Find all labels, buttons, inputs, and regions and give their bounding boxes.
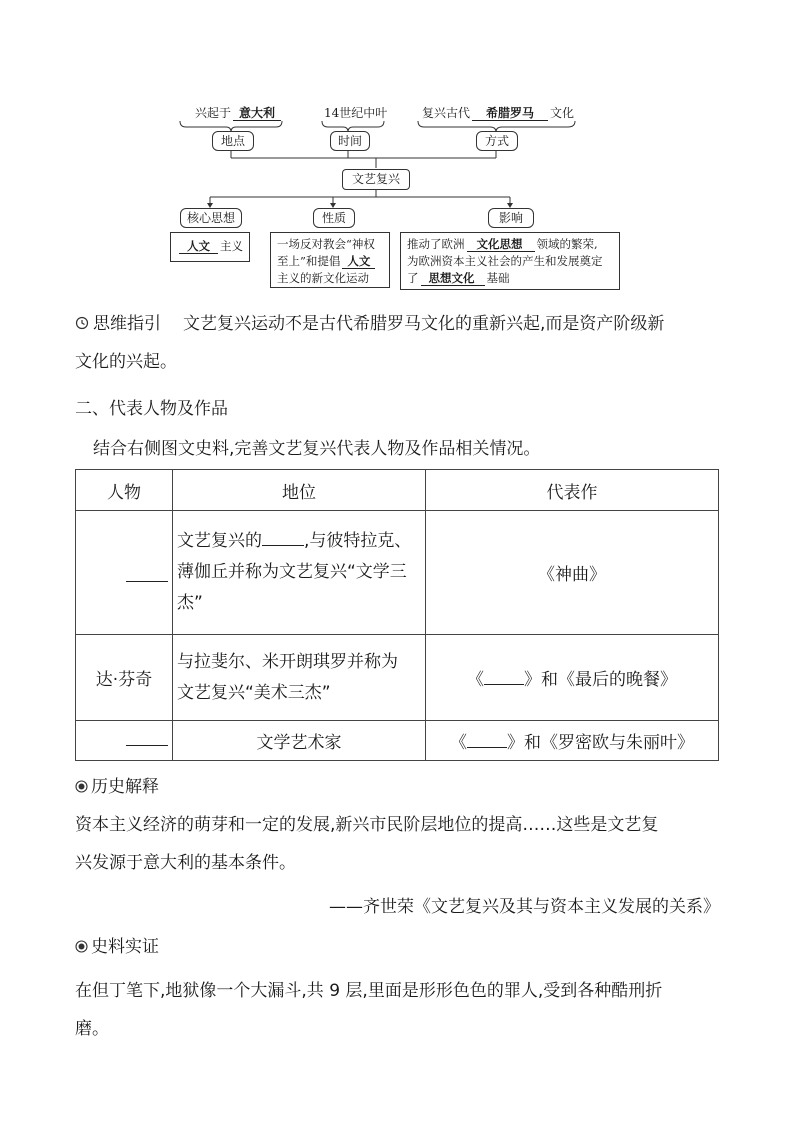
evidence-label: 史料实证 [91, 937, 159, 957]
nature-line2 [277, 253, 383, 270]
thinking-tip [75, 305, 720, 381]
row2-work-blank [484, 670, 524, 685]
place-prefix: 兴起于 [195, 106, 232, 120]
row1-status [173, 511, 426, 635]
row3-person-blank [126, 731, 168, 746]
renaissance-center-box: 文艺复兴 [342, 169, 410, 190]
nature-line3: 主义的新文化运动 [277, 271, 369, 285]
history-source: ——齐世荣《文艺复兴及其与资本主义发展的关系》 [329, 897, 720, 917]
method-suffix: 文化 [550, 106, 575, 120]
influence-label-box: 影响 [488, 208, 534, 228]
row1-work: 《神曲》 [426, 511, 719, 635]
header-status: 地位 [173, 470, 426, 511]
table-header-row [76, 470, 719, 511]
nature-answer: 人文 [342, 255, 375, 269]
core-answer: 人文 [179, 240, 218, 254]
tip-text-line1: 文艺复兴运动不是古代希腊罗马文化的重新兴起,而是资产阶级新 [183, 314, 665, 334]
influence-line2: 为欧洲资本主义社会的产生和发展奠定 [407, 254, 603, 268]
place-text [195, 104, 283, 121]
row3-person [76, 721, 173, 761]
influence-line3-prefix: 了 [407, 271, 419, 285]
tip-label: 思维指引 [93, 314, 161, 334]
row1-person [76, 511, 173, 635]
place-label-box: 地点 [212, 131, 254, 151]
influence-line3-suffix: 基础 [486, 271, 510, 285]
time-label-box: 时间 [330, 131, 370, 151]
row1-status-line3: 杰” [177, 593, 203, 613]
target-bullet-icon [75, 940, 88, 953]
history-line1: 资本主义经济的萌芽和一定的发展,新兴市民阶层地位的提高……这些是文艺复 [75, 815, 659, 835]
influence-line1 [407, 236, 613, 253]
row2-work-prefix: 《 [467, 670, 484, 690]
row3-work-suffix: 》和《罗密欧与朱丽叶》 [507, 733, 694, 753]
row2-status-line1: 与拉斐尔、米开朗琪罗并称为 [177, 651, 398, 672]
row3-status: 文学艺术家 [173, 721, 426, 761]
history-line2: 兴发源于意大利的基本条件。 [75, 853, 296, 873]
nature-line1: 一场反对教会“神权 [277, 237, 375, 251]
row2-work-suffix: 》和《最后的晚餐》 [524, 670, 677, 690]
row3-work [426, 721, 719, 761]
evidence-text [75, 972, 720, 1048]
renaissance-concept-diagram [0, 0, 794, 300]
evidence-line2: 磨。 [75, 1019, 109, 1039]
method-label-box: 方式 [476, 131, 518, 151]
method-prefix: 复兴古代 [422, 106, 471, 120]
core-idea-label-box: 核心思想 [180, 208, 242, 228]
time-text: 14世纪中叶 [324, 106, 388, 120]
method-answer: 希腊罗马 [472, 106, 548, 121]
table-row [76, 635, 719, 721]
target-bullet-icon [75, 780, 88, 793]
nature-line2-prefix: 至上”和提倡 [277, 254, 341, 268]
representative-figures-table [75, 469, 719, 761]
row1-person-blank [126, 567, 168, 582]
tip-line1 [75, 305, 720, 343]
nature-panel [270, 232, 390, 288]
table-row [76, 511, 719, 635]
core-idea-panel [170, 232, 250, 262]
place-answer: 意大利 [233, 106, 281, 121]
row1-status-suffix: ,与彼特拉克、 [304, 531, 412, 551]
row2-work [426, 635, 719, 721]
row1-status-prefix: 文艺复兴的 [177, 531, 262, 551]
row2-person: 达·芬奇 [76, 635, 173, 721]
row2-status [173, 635, 426, 721]
section2-title: 二、代表人物及作品 [75, 399, 228, 419]
clock-icon [75, 316, 89, 330]
influence-line3 [407, 270, 613, 287]
history-label: 历史解释 [91, 777, 159, 797]
header-person: 人物 [76, 470, 173, 511]
influence-answer2: 思想文化 [421, 272, 485, 286]
row3-work-blank [467, 733, 507, 748]
row3-work-prefix: 《 [450, 733, 467, 753]
evidence-label-line [75, 930, 720, 964]
tip-text-line2: 文化的兴起。 [75, 352, 177, 372]
row1-status-line1 [177, 526, 421, 557]
row1-status-blank [262, 531, 304, 546]
core-suffix: 主义 [220, 239, 243, 253]
influence-panel [400, 232, 620, 290]
diagram-connectors [0, 0, 794, 300]
influence-line1-prefix: 推动了欧洲 [407, 237, 465, 251]
row2-status-line2: 文艺复兴“美术三杰” [177, 682, 331, 703]
method-text [422, 104, 574, 121]
section2-intro: 结合右侧图文史料,完善文艺复兴代表人物及作品相关情况。 [93, 439, 541, 459]
influence-answer1: 文化思想 [467, 238, 535, 252]
history-label-line [75, 770, 720, 804]
history-text [75, 806, 720, 882]
table-row [76, 721, 719, 761]
header-works: 代表作 [426, 470, 719, 511]
evidence-line1: 在但丁笔下,地狱像一个大漏斗,共 9 层,里面是形形色色的罪人,受到各种酷刑折 [75, 981, 663, 1001]
nature-label-box: 性质 [313, 208, 355, 228]
influence-line1-suffix: 领域的繁荣, [536, 237, 598, 251]
row1-status-line2: 薄伽丘并称为文艺复兴“文学三 [177, 562, 407, 582]
